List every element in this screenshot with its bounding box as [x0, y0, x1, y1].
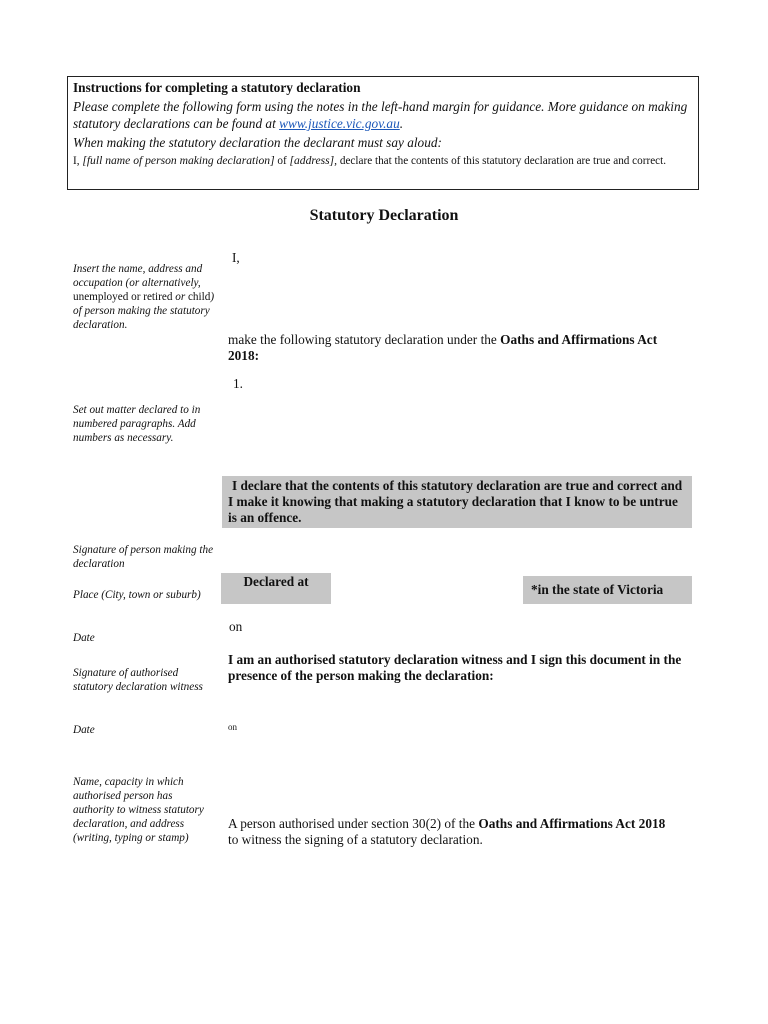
note-place: Place (City, town or suburb) [73, 589, 201, 601]
note-part: ) of person making the statutory declaration. [73, 291, 215, 331]
auth-text: A person authorised under section 30(2) of the [228, 816, 479, 831]
recital-part: of [274, 155, 290, 167]
page-title: Statutory Declaration [309, 207, 459, 224]
note-part: unemployed or retired [73, 291, 173, 303]
recital-address-placeholder: [address], [289, 154, 338, 167]
authorised-person-text [228, 816, 678, 848]
instructions-box [67, 76, 699, 190]
instructions-guidance [73, 98, 693, 132]
on-text-witness: on [228, 722, 237, 732]
note-part: Insert the name, address and occupation (or alternatively, [73, 263, 203, 289]
note-date-witness: Date [73, 724, 95, 736]
declared-at-box: Declared at [221, 573, 331, 604]
recital-part: I, [73, 155, 83, 167]
declaration-statement: I declare that the contents of this statutory declaration are true and correct and I make it knowing that making a statutory declaration that I know to be untrue is an offence. [228, 478, 683, 525]
note-matter: Set out matter declared to in numbered paragraphs. Add numbers as necessary. [73, 404, 201, 444]
declaration-statement-box [222, 476, 692, 528]
guidance-end: . [399, 116, 404, 131]
note-name-address [73, 262, 218, 332]
witness-statement: I am an authorised statutory declaration witness and I sign this document in the presence of the person making the declaration: [228, 652, 682, 683]
say-aloud-text: When making the statutory declaration the declarant must say aloud: [73, 135, 442, 150]
note-part: or [172, 291, 188, 303]
instructions-title: Instructions for completing a statutory declaration [73, 80, 361, 95]
state-box: *in the state of Victoria [523, 576, 692, 604]
guidance-text: Please complete the following form using the notes in the left-hand margin for guidance. More guidance on making statutory declarations can be found at [73, 99, 688, 131]
recital-part: declare that the contents of this statutory declaration are true and correct. [337, 155, 667, 167]
auth-text: to witness the signing of a statutory declaration. [228, 832, 483, 847]
declarant-i: I, [232, 250, 240, 265]
note-part: child [187, 291, 211, 303]
item-number: 1. [233, 376, 243, 391]
make-text: make the following statutory declaration under the [228, 332, 501, 347]
recital-name-placeholder: [full name of person making declaration] [82, 154, 275, 167]
justice-link[interactable]: www.justice.vic.gov.au [279, 116, 400, 131]
make-declaration-text [228, 332, 678, 364]
note-witness-signature: Signature of authorised statutory declaration witness [73, 667, 203, 693]
on-text: on [229, 619, 243, 634]
note-signature: Signature of person making the declaration [73, 544, 214, 570]
recital-text [73, 154, 693, 168]
note-date: Date [73, 632, 95, 644]
act-name: Oaths and Affirmations Act 2018: [228, 332, 658, 363]
note-witness-details: Name, capacity in which authorised person has authority to witness statutory declaration, and address (writing, typing or stamp) [73, 776, 204, 844]
auth-act-name: Oaths and Affirmations Act 2018 [478, 816, 666, 831]
